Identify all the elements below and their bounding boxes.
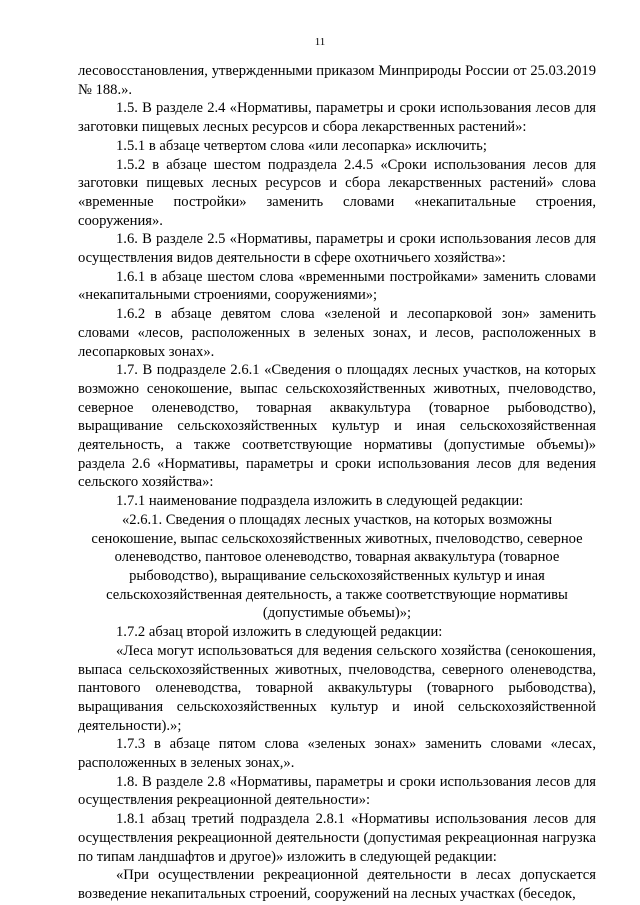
- paragraph-1-8: 1.8. В разделе 2.8 «Нормативы, параметры и сроки использования лесов для осуществления рекреационной деятельности»:: [78, 773, 596, 809]
- document-body: [78, 62, 596, 904]
- page-number: 11: [314, 36, 326, 48]
- paragraph-continuation: лесовосстановления, утвержденными приказом Минприроды России от 25.03.2019 № 188.».: [78, 63, 596, 98]
- paragraph-1-5: 1.5. В разделе 2.4 «Нормативы, параметры и сроки использования лесов для заготовки пищевых лесных ресурсов и сбора лекарственных растений»:: [78, 100, 596, 136]
- quoted-section-title: «2.6.1. Сведения о площадях лесных участков, на которых возможны сенокошение, выпас сельскохозяйственных животных, пчеловодство, северное оленеводство, пантовое оленеводство, товарная аквакультура (товарное рыбоводство), выращивание сельскохозяйственных культур и иная сельскохозяйственная деятельность, а также соответствующие нормативы (допустимые объемы)»;: [91, 511, 583, 622]
- paragraph-1-7-2: 1.7.2 абзац второй изложить в следующей редакции:: [116, 624, 443, 641]
- paragraph-1-6-2: 1.6.2 в абзаце девятом слова «зеленой и лесопарковой зон» заменить словами «лесов, расположенных в зеленых зонах, и лесов, расположенных в лесопарковых зонах».: [78, 306, 596, 360]
- paragraph-1-5-2: 1.5.2 в абзаце шестом подраздела 2.4.5 «Сроки использования лесов для заготовки пищевых лесных ресурсов и сбора лекарственных растений» слова «временные постройки» заменить словами «некапитальные строения, сооружения».: [78, 156, 596, 229]
- paragraph-1-7-3: 1.7.3 в абзаце пятом слова «зеленых зонах» заменить словами «лесах, расположенных в зеленых зонах,».: [78, 736, 596, 772]
- paragraph-1-6: 1.6. В разделе 2.5 «Нормативы, параметры и сроки использования лесов для осуществления видов деятельности в сфере охотничьего хозяйства»:: [78, 231, 596, 267]
- quoted-paragraph-recreation: «При осуществлении рекреационной деятельности в лесах допускается возведение некапитальных строений, сооружений на лесных участках (беседок,: [78, 867, 596, 902]
- paragraph-1-5-1: 1.5.1 в абзаце четвертом слова «или лесопарка» исключить;: [116, 137, 487, 154]
- paragraph-1-7-1: 1.7.1 наименование подраздела изложить в следующей редакции:: [116, 493, 524, 510]
- paragraph-1-8-1: 1.8.1 абзац третий подраздела 2.8.1 «Нормативы использования лесов для осуществления рекреационной деятельности (допустимая рекреационная нагрузка по типам ландшафтов и другое)» изложить в следующей редакции:: [78, 811, 596, 865]
- paragraph-1-6-1: 1.6.1 в абзаце шестом слова «временными постройками» заменить словами «некапитальными строениями, сооружениями»;: [78, 268, 596, 304]
- quoted-paragraph: «Леса могут использоваться для ведения сельского хозяйства (сенокошения, выпаса сельскохозяйственных животных, пчеловодства, северного оленеводства, пантового оленеводства, товарной аквакультуры (товарного рыбоводства), выращивания сельскохозяйственных культур и иной сельскохозяйственной деятельности).»;: [78, 642, 596, 734]
- paragraph-1-7: 1.7. В подразделе 2.6.1 «Сведения о площадях лесных участков, на которых возможно сенокошение, выпас сельскохозяйственных животных, пчеловодство, северное оленеводство, товарная аквакультура (товарное рыбоводство), выращивание сельскохозяйственных культур и иная сельскохозяйственная деятельность, а также соответствующие нормативы (допустимые объемы)» раздела 2.6 «Нормативы, параметры и сроки использования лесов для ведения сельского хозяйства»:: [78, 362, 596, 491]
